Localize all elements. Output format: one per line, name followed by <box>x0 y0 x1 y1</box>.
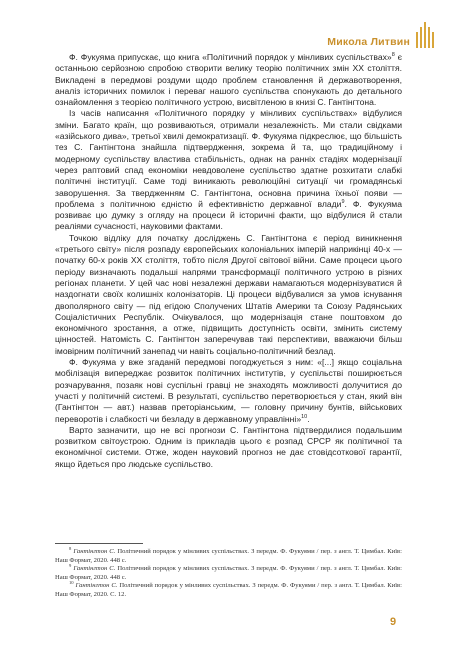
paragraph: Точкою відліку для початку досліджень С. Гантінгтона є період виникнення «третього світу» після розпаду європейських колоніальних імперій наприкінці 40-х — початку 60-х років ХХ століття, тобто після Другої світової війни. Саме процеси цього періоду визначають подальші напрями трансформації політичного устрою в різних регіонах планети. У цей час нові незалежні держави намагаються модернізуватися й наздогнати своїх колишніх колонізаторів. Ці процеси відбувалися за умов існування двополярного світу — під егідою Сполучених Штатів Америки та Союзу Радянських Соціалістичних Республік. Очікувалося, що модернізація стане поштовхом до економічного зростання, а отже, підвищить доступність освіти, змінить систему цінностей. Натомість С. Гантінгтон заперечував такі перспективи, вважаючи більш імовірним політичний занепад чи навіть соціально-політичний безлад. <box>55 232 402 356</box>
running-header <box>327 22 434 48</box>
footnote: $^{10}$ Гантінгтон С. Політичний порядок у мінливих суспільствах. З передм. Ф. Фукуями / пер. з англ. Т. Цимбал. Київ: Наш Формат, 2020. С. 12. <box>55 580 402 598</box>
page-number: 9 <box>390 616 397 628</box>
paragraph: Варто зазначити, що не всі прогнози С. Гантінгтона підтвердилися подальшим розвитком світоустрою. Одним із прикладів цього є розпад СРСР як політичної та економічної системи. Отже, жоден науковий прогноз не дає стовідсоткової гарантії, якщо йдеться про людське суспільство. <box>55 424 402 469</box>
header-ornament-icon <box>416 22 434 48</box>
paragraph: Ф. Фукуяма у вже згаданій передмові погоджується з ним: «[...] якщо соціальна мобілізація випереджає розвиток політичних інститутів, у суспільстві поширюється розчарування, позаяк нові суспільні гравці не знаходять можливості долучитися до участі у політичній системі. В результаті, суспільство перетворюється у стан, який він (Гантінгтон — авт.) назвав преторіанським, — головну причину бунтів, військових переворотів і слабкості чи безладу в державному управлінні»$^{10}$. <box>55 357 402 424</box>
footnote: $^8$ Гантінгтон С. Політичний порядок у мінливих суспільствах. З передм. Ф. Фукуями / пер. з англ. Т. Цимбал. Київ: Наш Формат, 2020. 448 с. <box>55 545 402 564</box>
running-header-author: Микола Литвин <box>327 36 410 48</box>
footnote-ref: 8 <box>391 52 395 59</box>
paragraph: Із часів написання «Політичного порядку у мінливих суспільствах» відбулися зміни. Багато країн, що розвиваються, отримали незалежність. Ми стали свідками «азійського дива», третьої хвилі демократизації. Ф. Фукуяма підкреслює, що більшість тез С. Гантінгтона знайшла підтвердження, зокрема й та, що традиційному і модерному суспільству властива стабільність, однак на ранніх стадіях модернізації через раптовий спад економіки невдоволене суспільство здатне розхитати слабкі політичні інституції. Саме тоді виникають революційні ситуації чи громадянські заворушення. За твердженням С. Гантінгтона, основна причина їхньої появи — проблема з політичною єдністю й ефективністю державної влади$^9$. Ф. Фукуяма розвиває цю думку з огляду на процеси й історичні факти, що відбулися й стали реаліями сучасності, науковими фактами. <box>55 108 402 232</box>
footnote-ref: 10 <box>301 413 308 420</box>
paragraph: Ф. Фукуяма припускає, що книга «Політичний порядок у мінливих суспільствах»$^8$ є останньою серйозною спробою створити велику теорію політичних змін ХХ століття. Викладені в передмові роздуми щодо проблем становлення й державотворення, аналіз історичних помилок і переваг нашого суспільства спонукають до детального ознайомлення з теорією політичного устрою, висвітленою в книзі С. Гантінгтона. <box>55 52 402 108</box>
footnote-divider <box>55 543 143 544</box>
footnote: $^9$ Гантінгтон С. Політичний порядок у мінливих суспільствах. З передм. Ф. Фукуями / пер. з англ. Т. Цимбал. Київ: Наш Формат, 2020. 448 с. <box>55 563 402 581</box>
body-text <box>55 52 402 470</box>
footnotes <box>55 545 402 600</box>
footnote-ref: 9 <box>341 199 345 205</box>
